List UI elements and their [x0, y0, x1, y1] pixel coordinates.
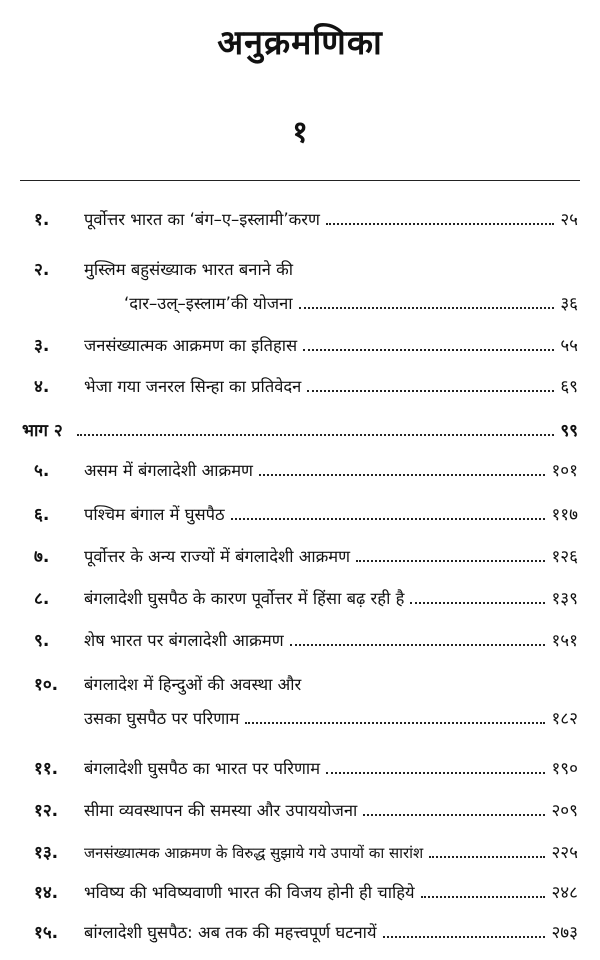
entry-number: १३. — [34, 843, 59, 863]
entry-number: १२. — [34, 801, 59, 821]
page-title: अनुक्रमणिका — [217, 23, 383, 63]
entry-title: मुस्लिम बहुसंख्याक भारत बनाने की — [84, 260, 294, 279]
entry-page: १९० — [551, 759, 578, 779]
part-2-row[interactable] — [22, 418, 578, 441]
entry-title: जनसंख्यात्मक आक्रमण के विरुद्ध सुझाये गये उपायों का सारांश — [84, 844, 424, 862]
entry-number: १४. — [34, 883, 59, 903]
entry-number: ११. — [34, 759, 59, 779]
entry-page: २५ — [560, 210, 578, 230]
entry-page: ३६ — [560, 294, 578, 314]
entry-title: पूर्वोत्तर भारत का ‘बंग–ए–इस्लामी’करण — [84, 210, 320, 229]
entry-page: १२६ — [551, 547, 578, 567]
entry-number: १. — [34, 210, 50, 230]
entry-title: भविष्य की भविष्यवाणी भारत की विजय होनी ही चाहिये — [84, 883, 415, 902]
entry-number: ४. — [34, 377, 50, 397]
entry-title: भेजा गया जनरल सिन्हा का प्रतिवेदन — [84, 377, 302, 396]
part-1-mark: १ — [292, 115, 308, 150]
entry-title: बंगलादेशी घुसपैठ के कारण पूर्वोत्तर में हिंसा बढ़ रही है — [84, 589, 405, 608]
entry-number: ९. — [34, 631, 50, 651]
part-2-page: ९९ — [560, 421, 578, 441]
entry-number: १५. — [34, 923, 59, 943]
entry-title: बंगलादेश में हिन्दुओं की अवस्था और — [84, 675, 302, 694]
entry-number: १०. — [34, 675, 59, 695]
entry-page: ११७ — [551, 505, 578, 525]
entry-title: जनसंख्यात्मक आक्रमण का इतिहास — [84, 336, 298, 355]
entry-page: ६९ — [560, 377, 578, 397]
entry-title: बांग्लादेशी घुसपैठ: अब तक की महत्त्वपूर्ण घटनायें — [84, 923, 377, 942]
entry-number: ८. — [34, 589, 50, 609]
entry-title: पश्चिम बंगाल में घुसपैठ — [84, 505, 225, 524]
entry-number: ५. — [34, 461, 50, 481]
entry-page: २०९ — [551, 801, 578, 821]
entry-page: १८२ — [551, 709, 578, 729]
entry-number: ३. — [34, 336, 50, 356]
entry-title: शेष भारत पर बंगलादेशी आक्रमण — [84, 631, 284, 650]
entry-page: १५१ — [551, 631, 578, 651]
entry-title-cont: उसका घुसपैठ पर परिणाम — [84, 709, 240, 728]
entry-page: १३९ — [551, 589, 578, 609]
entry-title: बंगलादेशी घुसपैठ का भारत पर परिणाम — [84, 759, 321, 778]
entry-number: ६. — [34, 505, 50, 525]
entry-title: पूर्वोत्तर के अन्य राज्यों में बंगलादेशी आक्रमण — [84, 547, 351, 566]
entry-page: १०१ — [551, 461, 578, 481]
entry-page: २७३ — [551, 923, 578, 943]
entry-page: २४८ — [551, 883, 578, 903]
entry-number: ७. — [34, 547, 50, 567]
entry-title: सीमा व्यवस्थापन की समस्या और उपाययोजना — [84, 801, 358, 820]
entry-page: ५५ — [560, 336, 578, 356]
entry-title-cont: ‘दार–उल्–इस्लाम’की योजना — [124, 294, 293, 313]
divider — [20, 180, 580, 181]
entry-title: असम में बंगलादेशी आक्रमण — [84, 461, 253, 480]
entry-page: २२५ — [551, 843, 578, 863]
entry-number: २. — [34, 260, 50, 280]
part-2-label: भाग २ — [22, 421, 63, 441]
